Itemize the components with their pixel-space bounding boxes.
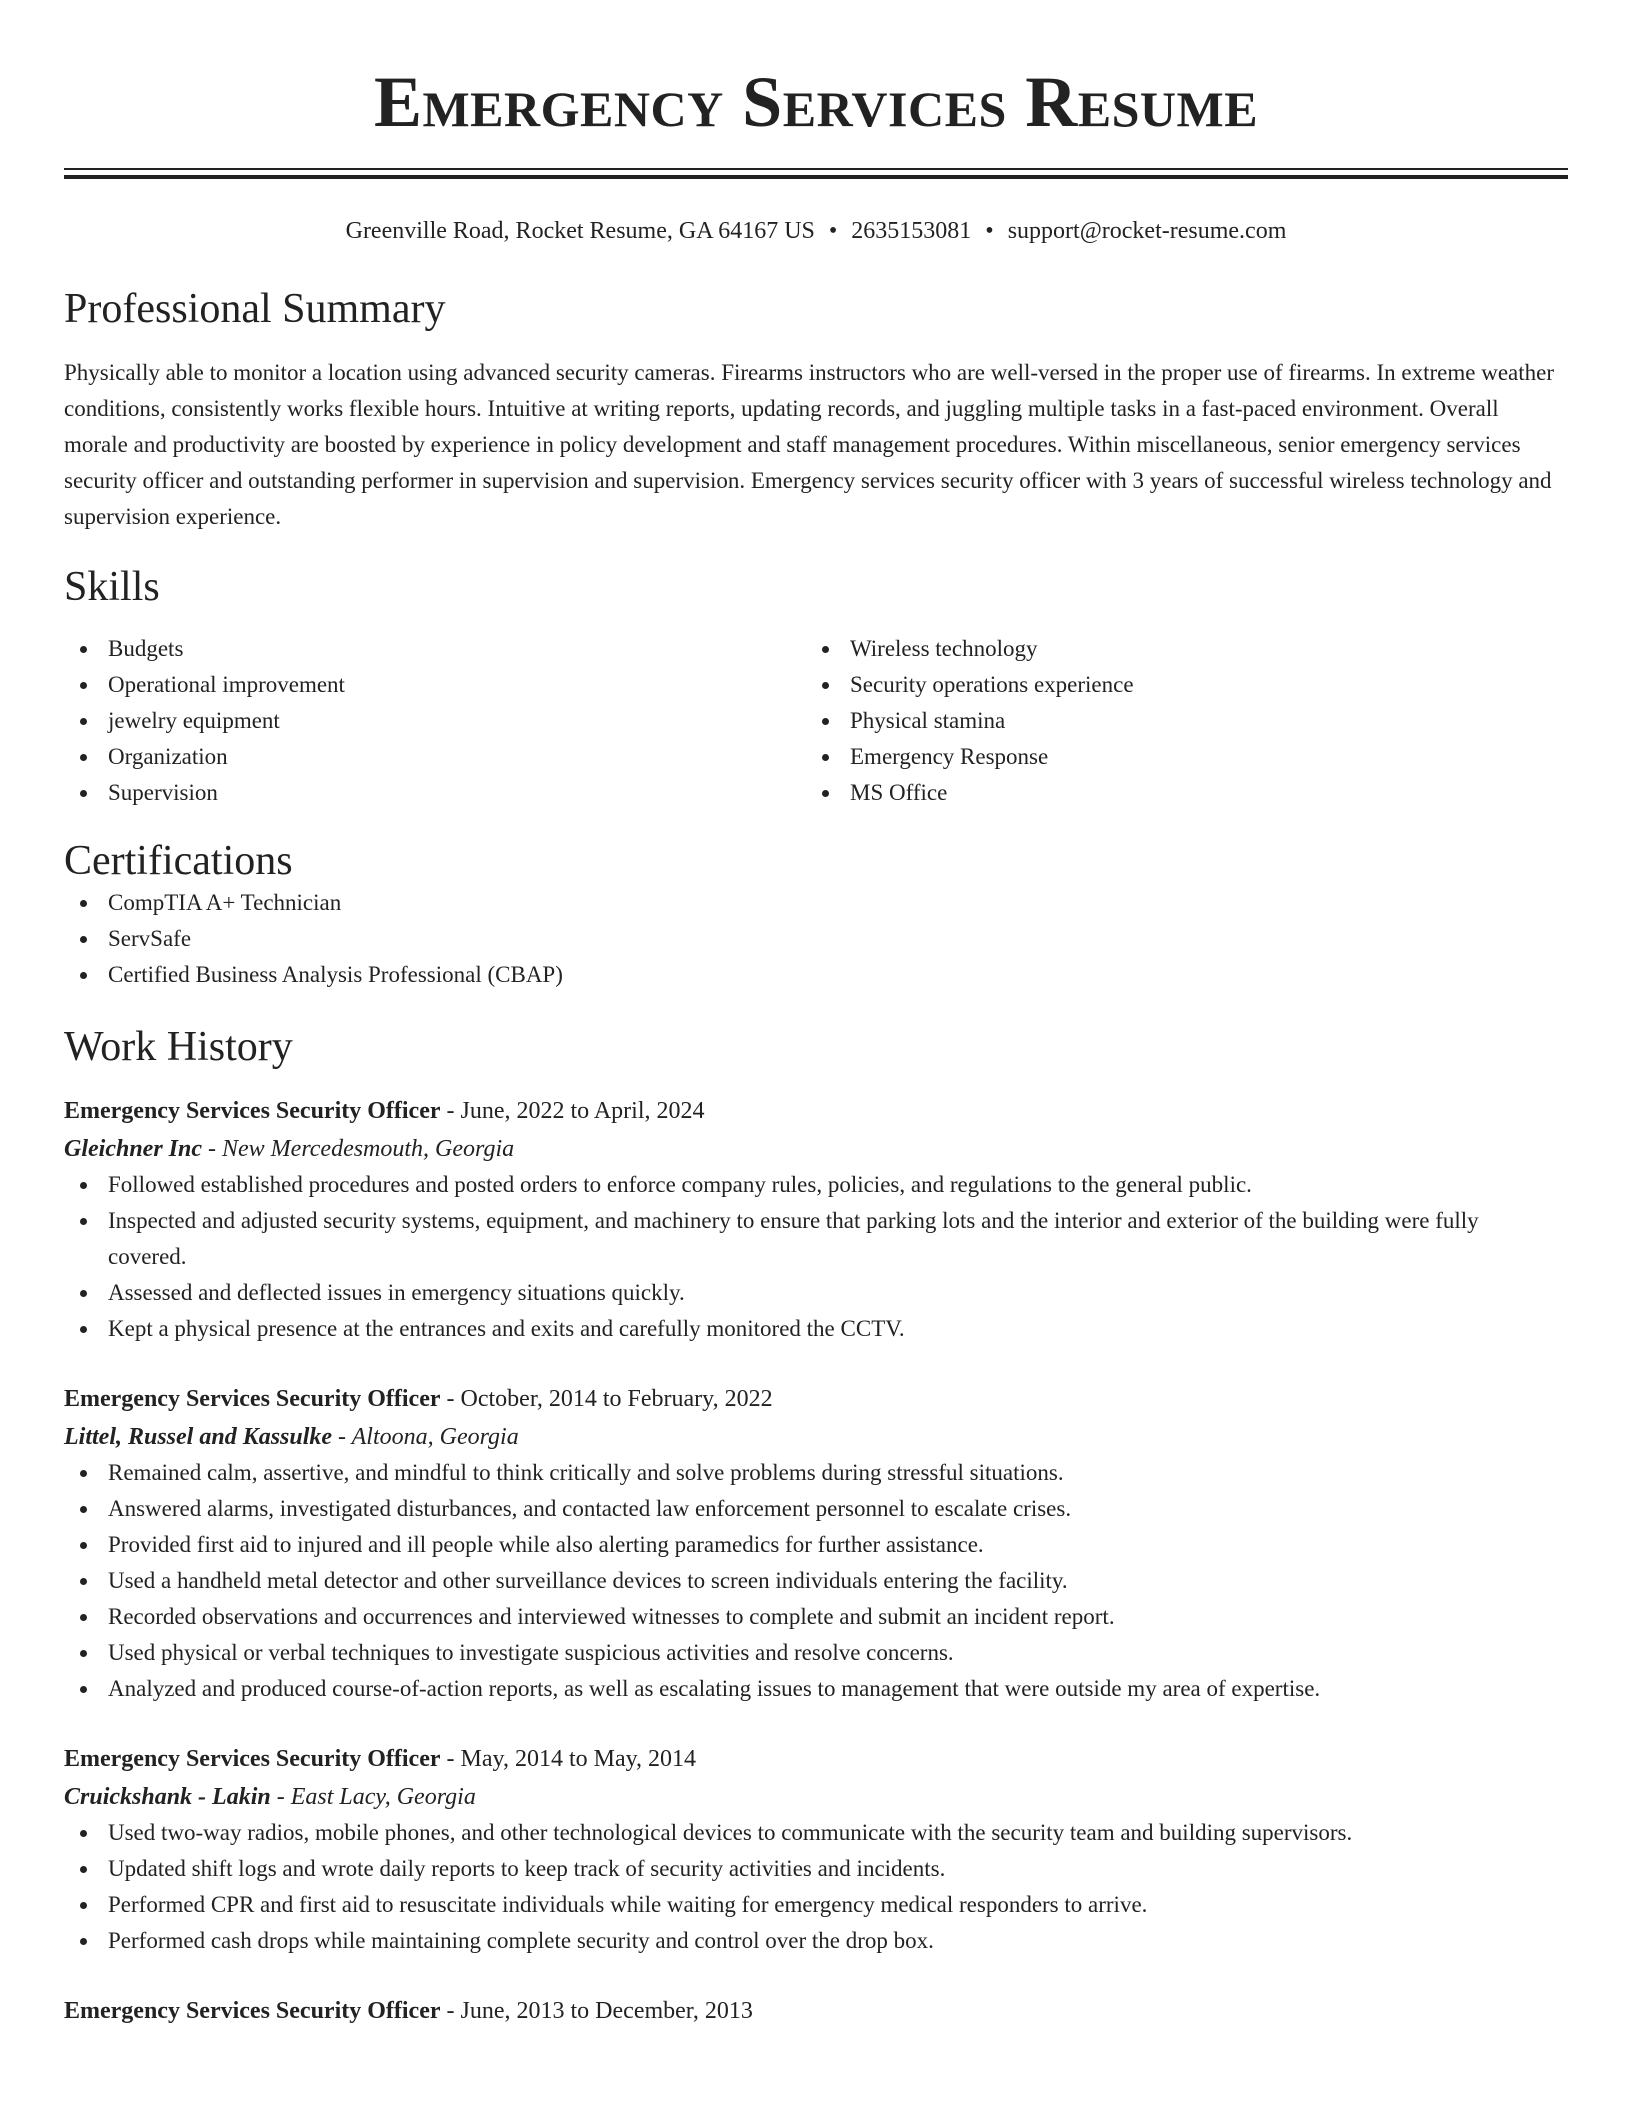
job-company: Littel, Russel and Kassulke (64, 1424, 333, 1450)
job-location: New Mercedesmouth, Georgia (222, 1136, 515, 1162)
job-company-line: Cruickshank - Lakin - East Lacy, Georgia (64, 1784, 476, 1810)
job-header: Emergency Services Security Officer - October, 2014 to February, 2022 (64, 1386, 773, 1412)
summary-heading: Professional Summary (64, 286, 446, 332)
page-title: Emergency Services Resume (373, 62, 1259, 142)
contact-separator: • (828, 218, 838, 244)
job-dates: October, 2014 to February, 2022 (460, 1386, 773, 1412)
work-history-heading: Work History (64, 1024, 293, 1070)
skills-list-right (806, 631, 1548, 811)
job-bullet: Performed cash drops while maintaining complete security and control over the drop box. (64, 1923, 1568, 1959)
certifications-heading: Certifications (64, 838, 293, 884)
skill-item: Security operations experience (806, 667, 1548, 703)
skill-item: Supervision (64, 775, 806, 811)
certification-item: CompTIA A+ Technician (64, 885, 1568, 921)
job-bullet: Updated shift logs and wrote daily reports to keep track of security activities and incidents. (64, 1851, 1568, 1887)
job-dates: May, 2014 to May, 2014 (460, 1746, 697, 1772)
job-header: Emergency Services Security Officer - May, 2014 to May, 2014 (64, 1746, 697, 1772)
job-bullets (64, 1815, 1568, 1959)
skills-column-left (64, 631, 806, 811)
job-role: Emergency Services Security Officer (64, 1386, 441, 1412)
contact-separator: • (985, 218, 994, 244)
skills-heading: Skills (64, 564, 160, 610)
job-header: Emergency Services Security Officer - June, 2013 to December, 2013 (64, 1998, 753, 2024)
job-bullet: Used a handheld metal detector and other surveillance devices to screen individuals entering the facility. (64, 1563, 1568, 1599)
job-bullet: Inspected and adjusted security systems, equipment, and machinery to ensure that parking lots and the interior and exterior of the building were fully covered. (64, 1203, 1568, 1275)
certifications-list (64, 885, 1568, 993)
job-role: Emergency Services Security Officer (64, 1098, 441, 1124)
job-bullet: Provided first aid to injured and ill people while also alerting paramedics for further assistance. (64, 1527, 1568, 1563)
job-entry (64, 1993, 1568, 2029)
skill-item: MS Office (806, 775, 1548, 811)
job-header: Emergency Services Security Officer - June, 2022 to April, 2024 (64, 1098, 705, 1124)
resume-page (64, 0, 1568, 2029)
job-location: East Lacy, Georgia (290, 1784, 476, 1810)
job-entry (64, 1381, 1568, 1707)
certification-item: Certified Business Analysis Professional (CBAP) (64, 957, 1568, 993)
job-entry (64, 1093, 1568, 1347)
job-bullet: Kept a physical presence at the entrances and exits and carefully monitored the CCTV. (64, 1311, 1568, 1347)
job-role: Emergency Services Security Officer (64, 1998, 441, 2024)
job-bullets (64, 1455, 1568, 1707)
job-bullet: Answered alarms, investigated disturbances, and contacted law enforcement personnel to escalate crises. (64, 1491, 1568, 1527)
contact-phone: 2635153081 (851, 218, 972, 244)
certification-item: ServSafe (64, 921, 1568, 957)
skill-item: jewelry equipment (64, 703, 806, 739)
job-bullet: Performed CPR and first aid to resuscitate individuals while waiting for emergency medical responders to arrive. (64, 1887, 1568, 1923)
skill-item: Physical stamina (806, 703, 1548, 739)
job-role: Emergency Services Security Officer (64, 1746, 441, 1772)
skills-list-left (64, 631, 806, 811)
job-company: Gleichner Inc (64, 1136, 202, 1162)
job-bullet: Recorded observations and occurrences and interviewed witnesses to complete and submit an incident report. (64, 1599, 1568, 1635)
job-bullet: Used two-way radios, mobile phones, and other technological devices to communicate with the security team and building supervisors. (64, 1815, 1568, 1851)
job-bullet: Used physical or verbal techniques to investigate suspicious activities and resolve concerns. (64, 1635, 1568, 1671)
job-company-line: Littel, Russel and Kassulke - Altoona, Georgia (64, 1424, 519, 1450)
job-entry (64, 1741, 1568, 1959)
job-bullet: Remained calm, assertive, and mindful to think critically and solve problems during stressful situations. (64, 1455, 1568, 1491)
contact-line (64, 215, 1568, 247)
skill-item: Emergency Response (806, 739, 1548, 775)
job-location: Altoona, Georgia (351, 1424, 519, 1450)
contact-email: support@rocket-resume.com (1007, 218, 1287, 244)
skill-item: Budgets (64, 631, 806, 667)
job-dates: June, 2022 to April, 2024 (460, 1098, 705, 1124)
job-bullets (64, 1167, 1568, 1347)
job-company-line: Gleichner Inc - New Mercedesmouth, Georgia (64, 1136, 515, 1162)
skill-item: Operational improvement (64, 667, 806, 703)
job-company: Cruickshank - Lakin (64, 1784, 271, 1810)
summary-text: Physically able to monitor a location using advanced security cameras. Firearms instructors who are well-versed in the proper use of firearms. In extreme weather conditions, consistently works flexible hours. Intuitive at writing reports, updating records, and juggling multiple tasks in a fast-paced environment. Overall morale and productivity are boosted by experience in policy development and staff management procedures. Within miscellaneous, senior emergency services security officer and outstanding performer in supervision and supervision. Emergency services security officer with 3 years of successful wireless technology and supervision experience. (64, 360, 1555, 529)
job-bullet: Followed established procedures and posted orders to enforce company rules, policies, and regulations to the general public. (64, 1167, 1568, 1203)
skill-item: Wireless technology (806, 631, 1548, 667)
job-bullet: Analyzed and produced course-of-action reports, as well as escalating issues to management that were outside my area of expertise. (64, 1671, 1568, 1707)
skills-column-right (806, 631, 1548, 811)
skills-grid (64, 631, 1568, 811)
skill-item: Organization (64, 739, 806, 775)
job-dates: June, 2013 to December, 2013 (460, 1998, 753, 2024)
title-double-rule (64, 168, 1568, 179)
job-bullet: Assessed and deflected issues in emergency situations quickly. (64, 1275, 1568, 1311)
contact-address: Greenville Road, Rocket Resume, GA 64167 US (345, 218, 815, 244)
